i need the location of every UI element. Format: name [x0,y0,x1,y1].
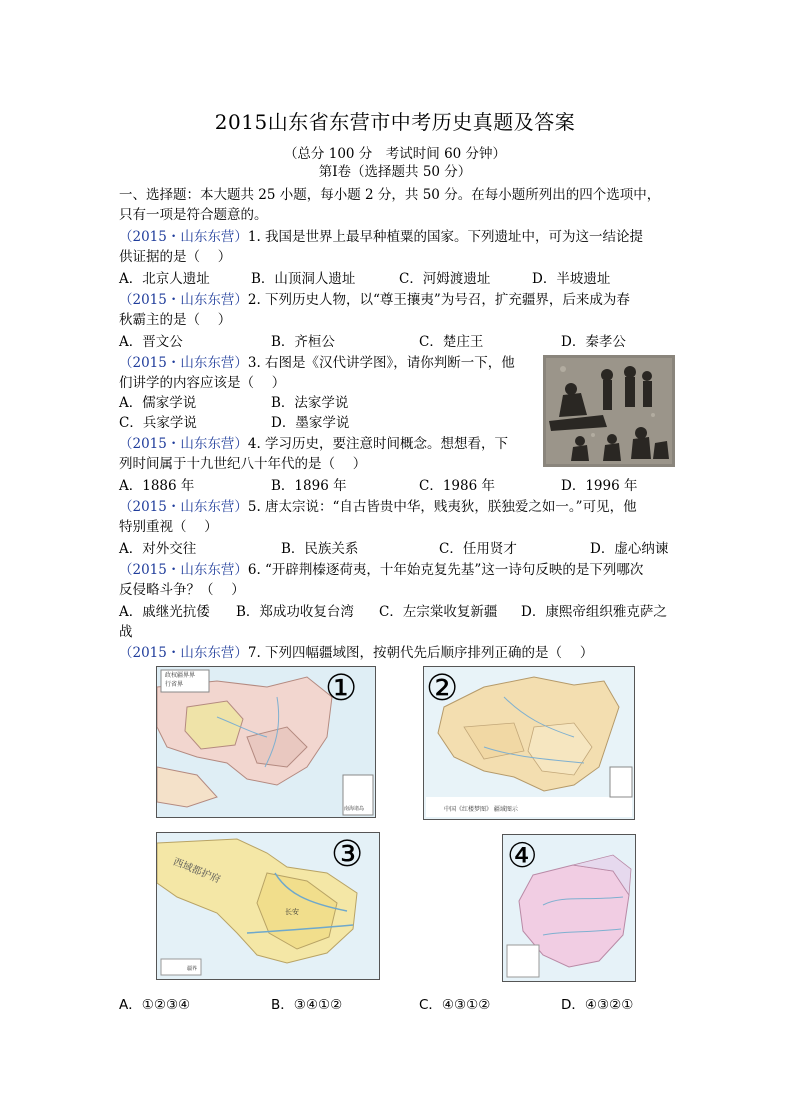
q1-option-b: B．山顶洞人遗址 [251,271,356,287]
q4-line-1: （2015・山东东营）4. 学习历史，要注意时间概念。想想看，下 [119,436,509,452]
q6-option-d: D．康熙帝组织雅克萨之 [521,604,667,620]
q5-option-b: B．民族关系 [281,541,359,557]
q4-option-b: B．1896 年 [271,478,347,494]
q2-option-d: D．秦孝公 [561,334,626,350]
map-1-inset-label: 南海诸岛 [344,806,365,812]
q5-option-c: C．任用贤才 [439,541,517,557]
q2-option-a: A．晋文公 [119,334,183,350]
q2-line-1: （2015・山东东营）2. 下列历史人物，以“尊王攘夷”为号召，扩充疆界，后来成为春 [119,292,630,308]
q7-option-b: B．③④①② [271,997,343,1013]
q3-option-b: B．法家学说 [271,395,349,411]
q3-line-1: （2015・山东东营）3. 右图是《汉代讲学图》，请你判断一下，他 [119,355,515,371]
q4-option-c: C．1986 年 [419,478,495,494]
q1-option-a: A．北京人遗址 [119,271,210,287]
q1-line-2: 供证据的是（ ） [119,249,232,265]
map-1-legend-a: 政权疆界界 [165,672,196,679]
map-1 [156,666,376,818]
q7-line-1: （2015・山东东营）7. 下列四幅疆域图，按朝代先后顺序排列正确的是（ ） [119,645,594,661]
source-tag: （2015・山东东营） [119,645,248,661]
map-3-region-label: 西域都护府 [171,856,222,886]
instructions-line-2: 只有一项是符合题意的。 [119,207,268,223]
q1-option-c: C．河姆渡遗址 [399,271,491,287]
q7-option-d: D．④③②① [561,997,634,1013]
q6-option-b: B．郑成功收复台湾 [236,604,354,620]
map-4 [502,834,636,982]
q5-option-a: A．对外交往 [119,541,197,557]
section-title: 第Ⅰ卷（选择题共 50 分） [318,164,472,180]
map-3-city-label: 长安 [285,908,299,916]
map-3-legend: 疆界 [187,966,198,972]
q6-line-1: （2015・山东东营）6. “开辟荆榛逐荷夷，十年始克复先基”这一诗句反映的是下列哪次 [119,562,644,578]
source-tag: （2015・山东东营） [119,355,248,371]
map-1-legend-b: 行省界 [165,681,184,688]
q1-line-1: （2015・山东东营）1. 我国是世界上最早种植粟的国家。下列遗址中，可为这一结论提 [119,229,644,245]
exam-meta: （总分 100 分 考试时间 60 分钟） [283,146,507,162]
q4-option-d: D．1996 年 [561,478,638,494]
q6-line-2: 反侵略斗争？（ ） [119,582,245,598]
q1-option-d: D．半坡遗址 [532,271,611,287]
map-2-number: ② [426,668,459,709]
q2-option-b: B．齐桓公 [271,334,335,350]
q6-option-a: A．戚继光抗倭 [119,604,210,620]
source-tag: （2015・山东东营） [119,292,248,308]
map-1-number: ① [325,668,358,709]
q5-line-2: 特别重视（ ） [119,519,218,535]
q6-option-d-cont: 战 [119,624,133,640]
q4-line-2: 列时间属于十九世纪八十年代的是（ ） [119,456,367,472]
han-lecture-image [543,355,675,467]
map-4-number: ④ [507,836,538,876]
q3-line-2: 们讲学的内容应该是（ ） [119,375,286,391]
q4-option-a: A．1886 年 [119,478,195,494]
map-3 [156,832,380,980]
q5-line-1: （2015・山东东营）5. 唐太宗说：“自古皆贵中华，贱夷狄，朕独爱之如一。”可见，他 [119,499,637,515]
page-title: 2015山东省东营市中考历史真题及答案 [214,110,576,134]
q2-option-c: C．楚庄王 [419,334,484,350]
q6-option-c: C．左宗棠收复新疆 [379,604,498,620]
map-2 [423,666,635,820]
q2-line-2: 秋霸主的是（ ） [119,312,232,328]
source-tag: （2015・山东东营） [119,229,248,245]
source-tag: （2015・山东东营） [119,499,248,515]
map-2-note: 中国《红楼梦图》 疆域图示 [444,806,518,813]
source-tag: （2015・山东东营） [119,436,248,452]
q3-option-d: D．墨家学说 [271,415,350,431]
instructions-line-1: 一、选择题：本大题共 25 小题，每小题 2 分，共 50 分。在每小题所列出的四个选项中， [119,187,661,203]
map-3-number: ③ [331,834,364,875]
q3-option-a: A．儒家学说 [119,395,197,411]
q5-option-d: D．虚心纳谏 [590,541,669,557]
q3-option-c: C．兵家学说 [119,415,197,431]
q7-option-c: C．④③①② [419,997,491,1013]
q7-option-a: A．①②③④ [119,997,191,1013]
source-tag: （2015・山东东营） [119,562,248,578]
